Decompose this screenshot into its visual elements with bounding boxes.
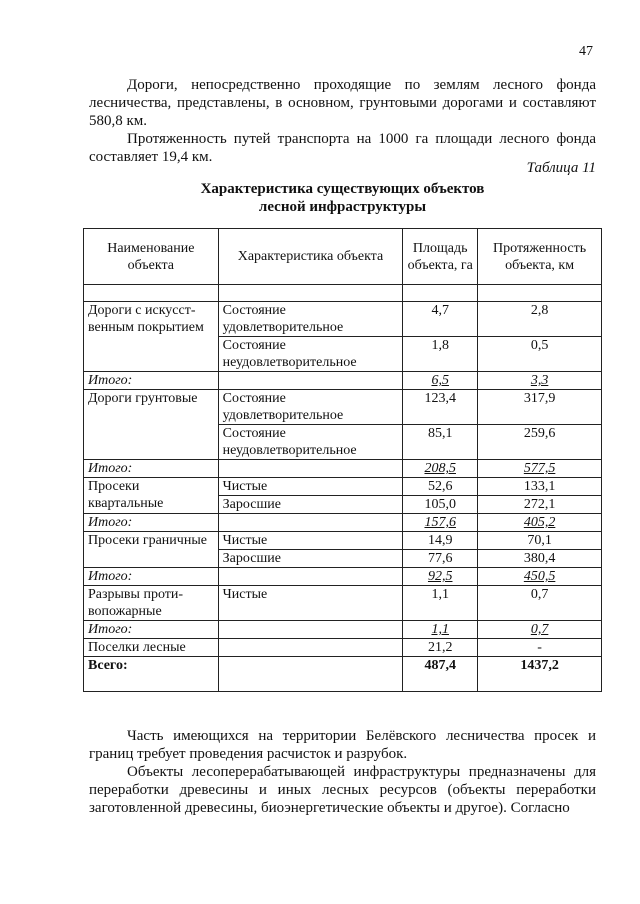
total-row bbox=[84, 657, 602, 692]
subtotal-label: Итого: bbox=[84, 568, 219, 586]
group-name-boundary-clearings: Просеки граничные bbox=[84, 532, 219, 568]
table-header-row bbox=[84, 229, 602, 285]
row-length: 70,1 bbox=[478, 532, 602, 550]
subtotal-label: Итого: bbox=[84, 621, 219, 639]
subtotal-area: 157,6 bbox=[403, 514, 478, 532]
table-caption: Таблица 11 bbox=[526, 160, 596, 176]
subtotal-area: 208,5 bbox=[403, 460, 478, 478]
row-area: 1,8 bbox=[403, 337, 478, 372]
table-row bbox=[84, 302, 602, 337]
paragraph-roads: Дороги, непосредственно проходящие по землям лесного фонда лесничества, представлены, в основном, грунтовыми дорогами и составляют 580,8 км. bbox=[89, 77, 596, 129]
table-row bbox=[84, 478, 602, 496]
row-area: 77,6 bbox=[403, 550, 478, 568]
row-length: 2,8 bbox=[478, 302, 602, 337]
row-length: 0,5 bbox=[478, 337, 602, 372]
header-length: Протяженность объекта, км bbox=[478, 229, 602, 285]
row-area: 52,6 bbox=[403, 478, 478, 496]
row-characteristic: Чистые bbox=[218, 532, 403, 550]
settlements-name: Поселки лесные bbox=[84, 639, 219, 657]
subtotal-length: 405,2 bbox=[478, 514, 602, 532]
subtotal-label: Итого: bbox=[84, 460, 219, 478]
row-characteristic: Чистые bbox=[218, 586, 403, 621]
subtotal-row bbox=[84, 514, 602, 532]
settlements-length: - bbox=[478, 639, 602, 657]
paragraph-processing: Объекты лесоперерабатывающей инфраструктуры предназначены для переработки древесины и иных лесных ресурсов (объекты переработки заготовленной древесины, биоэнергетические объекты и другое). Согласно bbox=[89, 764, 596, 816]
subtotal-length: 450,5 bbox=[478, 568, 602, 586]
row-characteristic: Состояние неудовлетворительное bbox=[218, 337, 403, 372]
table-title-line2: лесной инфраструктуры bbox=[258, 199, 427, 215]
settlements-area: 21,2 bbox=[403, 639, 478, 657]
table-row bbox=[84, 532, 602, 550]
table-spacer-row bbox=[84, 285, 602, 302]
row-length: 259,6 bbox=[478, 425, 602, 460]
header-object-name: Наименование объекта bbox=[84, 229, 219, 285]
row-area: 105,0 bbox=[403, 496, 478, 514]
subtotal-area: 92,5 bbox=[403, 568, 478, 586]
total-length: 1437,2 bbox=[478, 657, 602, 692]
subtotal-area: 6,5 bbox=[403, 372, 478, 390]
group-name-quarter-clearings: Просеки квартальные bbox=[84, 478, 219, 514]
header-area: Площадь объекта, га bbox=[403, 229, 478, 285]
subtotal-length: 0,7 bbox=[478, 621, 602, 639]
row-length: 380,4 bbox=[478, 550, 602, 568]
row-area: 14,9 bbox=[403, 532, 478, 550]
total-label: Всего: bbox=[84, 657, 219, 692]
group-name-paved-roads: Дороги с искусст-венным покрытием bbox=[84, 302, 219, 372]
subtotal-row bbox=[84, 568, 602, 586]
row-length: 317,9 bbox=[478, 390, 602, 425]
subtotal-label: Итого: bbox=[84, 372, 219, 390]
row-area: 123,4 bbox=[403, 390, 478, 425]
row-characteristic: Заросшие bbox=[218, 550, 403, 568]
row-characteristic: Чистые bbox=[218, 478, 403, 496]
row-area: 85,1 bbox=[403, 425, 478, 460]
subtotal-label: Итого: bbox=[84, 514, 219, 532]
subtotal-area: 1,1 bbox=[403, 621, 478, 639]
subtotal-row bbox=[84, 372, 602, 390]
row-area: 1,1 bbox=[403, 586, 478, 621]
table-row-settlements bbox=[84, 639, 602, 657]
paragraph-clearings: Часть имеющихся на территории Белёвского лесничества просек и границ требует проведения расчисток и разрубок. bbox=[89, 728, 596, 762]
row-characteristic: Состояние удовлетворительное bbox=[218, 390, 403, 425]
group-name-dirt-roads: Дороги грунтовые bbox=[84, 390, 219, 460]
table-title bbox=[89, 180, 596, 216]
infrastructure-table bbox=[83, 228, 602, 692]
subtotal-row bbox=[84, 460, 602, 478]
subtotal-length: 577,5 bbox=[478, 460, 602, 478]
total-area: 487,4 bbox=[403, 657, 478, 692]
table-title-line1: Характеристика существующих объектов bbox=[200, 181, 485, 197]
page-number: 47 bbox=[579, 44, 593, 59]
subtotal-length: 3,3 bbox=[478, 372, 602, 390]
row-length: 272,1 bbox=[478, 496, 602, 514]
row-characteristic: Заросшие bbox=[218, 496, 403, 514]
row-length: 0,7 bbox=[478, 586, 602, 621]
subtotal-row bbox=[84, 621, 602, 639]
table-row bbox=[84, 586, 602, 621]
paragraph-transport-length: Протяженность путей транспорта на 1000 га площади лесного фонда составляет 19,4 км. bbox=[89, 131, 596, 165]
table-row bbox=[84, 390, 602, 425]
header-object-characteristic: Характеристика объекта bbox=[218, 229, 403, 285]
row-characteristic: Состояние неудовлетворительное bbox=[218, 425, 403, 460]
group-name-firebreaks: Разрывы проти-вопожарные bbox=[84, 586, 219, 621]
row-area: 4,7 bbox=[403, 302, 478, 337]
row-length: 133,1 bbox=[478, 478, 602, 496]
row-characteristic: Состояние удовлетворительное bbox=[218, 302, 403, 337]
